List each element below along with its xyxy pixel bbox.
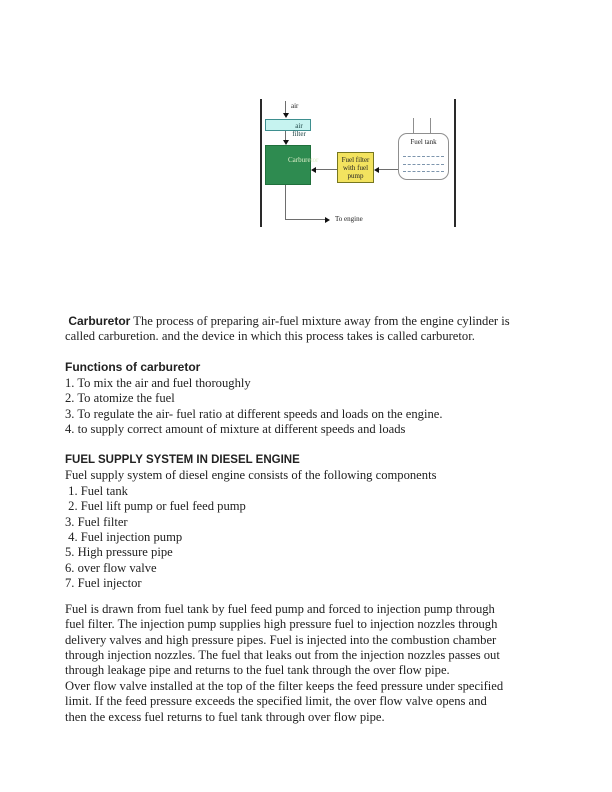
to-engine-horizontal-line — [285, 219, 325, 220]
functions-item: 1. To mix the air and fuel thoroughly — [65, 375, 251, 390]
air-filter-label: air filter — [292, 122, 306, 138]
functions-item: 4. to supply correct amount of mixture at different speeds and loads — [65, 422, 406, 437]
description-line: delivery valves and high pressure pipes. Fuel is injected into the combustion chamber — [65, 632, 497, 647]
intro-line-2: called carburetion. and the device in which this process takes is called carburetor. — [65, 329, 475, 344]
fuel-system-heading: FUEL SUPPLY SYSTEM IN DIESEL ENGINE — [65, 454, 300, 467]
fuel-filter-label-line1: Fuel filter — [341, 156, 370, 164]
to-engine-label: To engine — [335, 215, 363, 223]
fuel-system-item: 4. Fuel injection pump — [65, 530, 183, 545]
fuel-system-diagram — [260, 99, 456, 227]
description-line: then the excess fuel returns to fuel tank through over flow pipe. — [65, 709, 385, 724]
carburetor-box — [265, 145, 319, 185]
air-filter-box — [265, 119, 311, 138]
page-text — [65, 314, 551, 725]
fuel-system-item: 1. Fuel tank — [65, 483, 128, 498]
fuel-filter-label-line2: with fuel — [342, 164, 369, 172]
filter-to-carburetor-line — [316, 169, 337, 170]
arrow-right-icon — [325, 217, 330, 223]
air-label: air — [291, 102, 299, 110]
intro-lead: Carburetor — [65, 314, 131, 328]
fuel-system-item: 2. Fuel lift pump or fuel feed pump — [65, 499, 246, 514]
tank-filler-neck-line — [413, 118, 414, 134]
fuel-system-item: 7. Fuel injector — [65, 576, 142, 591]
diagram-right-border — [454, 99, 456, 227]
carburetor-label: Carburetor — [288, 156, 319, 164]
tank-to-filter-line — [379, 169, 398, 170]
description-line: through leakage pipe and returns to the fuel tank through the over flow pipe. — [65, 663, 450, 678]
intro-line-1 — [65, 314, 551, 329]
fuel-tank — [398, 133, 449, 180]
intro-line-1-text: The process of preparing air-fuel mixture away from the engine cylinder is — [130, 314, 510, 328]
description-line: through injection nozzles. The fuel that leaks out from the injection nozzles passes out — [65, 647, 500, 662]
fuel-system-item: 6. over flow valve — [65, 560, 157, 575]
description-line: Fuel is drawn from fuel tank by fuel feed pump and forced to injection pump through — [65, 601, 495, 616]
functions-heading: Functions of carburetor — [65, 360, 201, 375]
description-line: limit. If the feed pressure exceeds the specified limit, the over flow valve opens and — [65, 694, 487, 709]
description-line: fuel filter. The injection pump supplies high pressure fuel to injection nozzles through — [65, 617, 498, 632]
diagram-left-border — [260, 99, 262, 227]
tank-filler-neck-line — [430, 118, 431, 134]
fuel-system-item: 5. High pressure pipe — [65, 545, 173, 560]
description-line: Over flow valve installed at the top of the filter keeps the feed pressure under specified — [65, 678, 504, 693]
arrow-left-icon — [311, 167, 316, 173]
fuel-level-dashes — [403, 171, 444, 172]
fuel-system-subheading: Fuel supply system of diesel engine consists of the following components — [65, 468, 437, 483]
arrow-down-icon — [283, 113, 289, 118]
fuel-system-item: 3. Fuel filter — [65, 514, 128, 529]
to-engine-vertical-line — [285, 185, 286, 220]
fuel-level-dashes — [403, 156, 444, 157]
fuel-tank-label: Fuel tank — [410, 138, 437, 146]
fuel-filter-label-line3: pump — [347, 172, 364, 180]
functions-item: 2. To atomize the fuel — [65, 391, 175, 406]
fuel-level-dashes — [403, 164, 444, 165]
arrow-left-icon — [374, 167, 379, 173]
fuel-filter-box — [337, 152, 374, 183]
functions-item: 3. To regulate the air- fuel ratio at different speeds and loads on the engine. — [65, 406, 443, 421]
